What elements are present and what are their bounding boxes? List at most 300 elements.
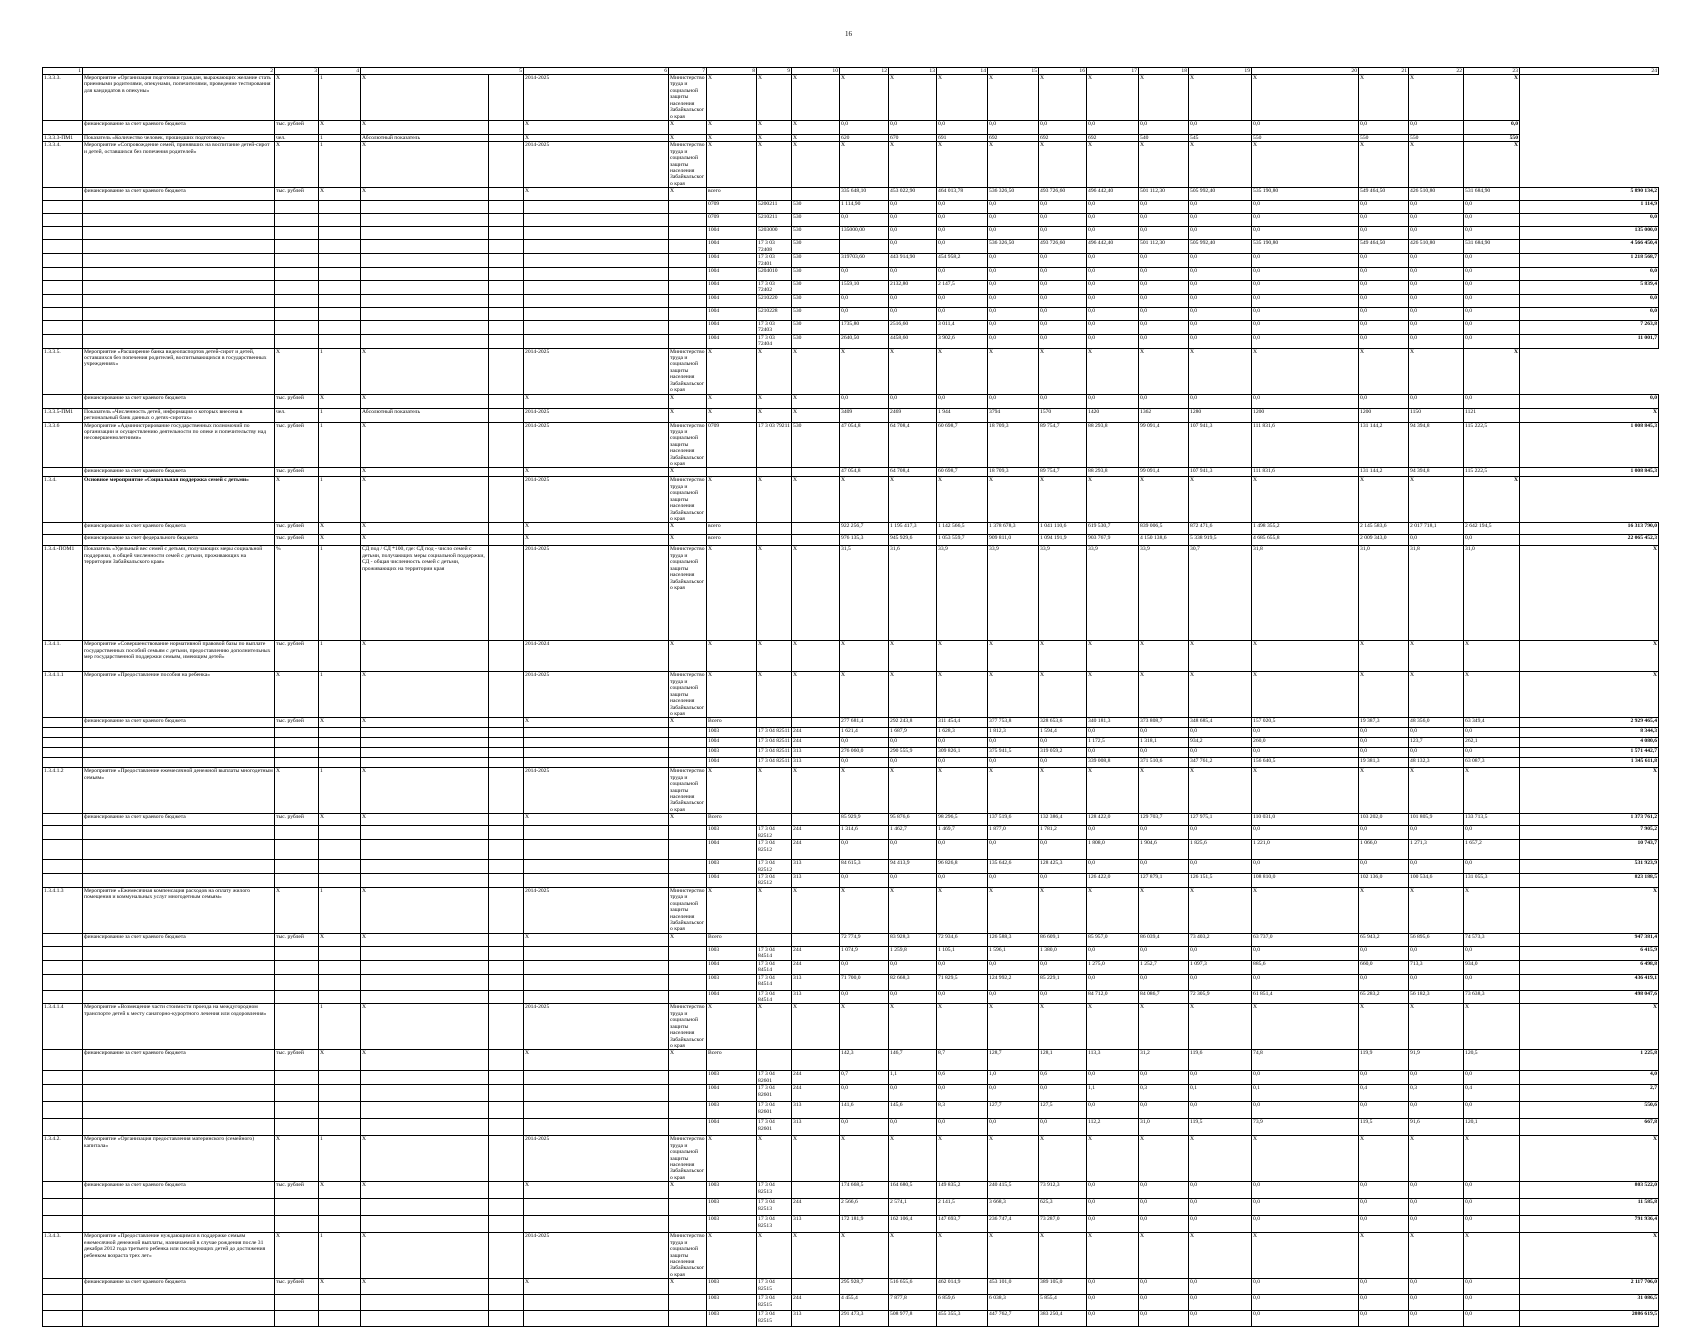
cell-method [361,281,489,295]
cell-total: 1 218 568,7 [1520,254,1659,268]
table-row [43,1004,1659,1050]
cell-y17: 0,0 [1087,227,1139,240]
cell-col-5b [489,188,524,201]
cell-y22: 426 510,80 [1409,240,1464,254]
cell-executor [669,860,707,874]
cell-y18: 84 086,7 [1139,990,1189,1004]
cell-y19: 0,0 [1189,974,1252,990]
cell-total: 0,0 [1520,268,1659,281]
cell-section: X [707,120,757,134]
cell-section: 1003 [707,1311,757,1327]
cell-target-article: X [757,348,792,394]
cell-unit: чел. [275,134,319,141]
table-row [43,1050,1659,1071]
cell-y20: X [1252,641,1359,672]
cell-y21: 0,0 [1359,738,1409,748]
cell-executor: Министерство труда и социальной защиты населения Забайкальского края [670,1004,705,1050]
cell-executor [669,254,707,268]
cell-y20: X [1252,75,1359,121]
cell-y22: 123,7 [1409,738,1464,748]
cell-y17: X [1087,887,1139,933]
cell-y20: 0,0 [1252,974,1359,990]
cell-y20: 0,0 [1252,268,1359,281]
cell-y12: 84 615,3 [840,860,889,874]
cell-unit [275,268,319,281]
cell-row-code: 1.3.3.4. [43,142,83,188]
cell-unit: чел. [275,408,319,422]
cell-y21: 0,0 [1359,860,1409,874]
table-row [43,320,1659,334]
cell-section: X [707,348,757,394]
cell-y22: 91,6 [1409,1119,1464,1136]
cell-section: 1003 [707,860,757,874]
cell-y14: X [937,477,988,523]
cell-total: 5 839,4 [1520,281,1659,295]
cell-y16: 1 094 191,9 [1039,535,1087,546]
cell-target-article: 17 3 03 72408 [757,240,792,254]
cell-y21: 0,0 [1359,227,1409,240]
cell-unit [275,334,319,348]
cell-y19: 73 403,2 [1189,933,1252,946]
cell-y14: 60 698,7 [937,422,988,468]
cell-col-4: 1 [319,142,361,188]
cell-col-4: 1 [319,477,361,523]
cell-y23: X [1464,768,1520,814]
cell-col-4: X [319,1279,361,1295]
cell-col-5b [489,268,524,281]
cell-y19: 0,0 [1189,860,1252,874]
cell-y12: 295 928,7 [840,1279,889,1295]
cell-y14: X [937,641,988,672]
cell-unit [275,1216,319,1233]
cell-y21: 31,0 [1359,546,1409,641]
cell-method [361,990,489,1004]
cell-y22: 0,0 [1409,227,1464,240]
cell-y22: 91,9 [1409,1050,1464,1071]
cell-y18: 501 112,30 [1139,240,1189,254]
cell-y12: 319703,60 [840,254,889,268]
cell-y13: 2469 [889,408,937,422]
cell-y13: 146,7 [889,1050,937,1071]
cell-unit: % [275,546,319,641]
cell-expense-type: X [792,348,840,394]
cell-unit [275,748,319,758]
cell-expense-type: 244 [792,1295,840,1311]
cell-y15: 0,0 [988,874,1039,888]
cell-y17: 84 712,0 [1087,990,1139,1004]
cell-col-4: 1 [319,75,361,121]
cell-period [524,1119,669,1136]
cell-executor: X [669,1050,707,1071]
cell-y15: X [988,75,1039,121]
cell-y14: X [937,1233,988,1279]
cell-row-name: Мероприятие «Организация подготовки граждан, выражающих желание стать приемными родителями, опекунами, попечителями, проведение тестирования для кандидатов в опекуны» [83,75,275,121]
cell-period [524,990,669,1004]
cell-total: X [1520,1233,1659,1279]
cell-y13: 0,0 [889,738,937,748]
cell-y15: X [988,768,1039,814]
cell-y22: X [1409,887,1464,933]
cell-y15: 0,0 [988,268,1039,281]
cell-y19: 0,0 [1189,1102,1252,1119]
cell-expense-type: 244 [792,826,840,840]
cell-unit: тыс. рублей [275,394,319,408]
cell-expense-type: 244 [792,840,840,860]
cell-y20: 0,0 [1252,334,1359,348]
table-row [43,408,1659,422]
cell-section: 1003 [707,1279,757,1295]
cell-y13: 31,6 [889,546,937,641]
cell-row-name [83,240,275,254]
cell-y15: 1 812,3 [988,728,1039,738]
cell-y14: 691 [937,134,988,141]
cell-method [361,320,489,334]
cell-section: X [707,394,757,408]
cell-y15: 0,0 [988,201,1039,214]
cell-executor [669,320,707,334]
cell-executor: X [669,120,707,134]
cell-row-name: финансирование за счет краевого бюджета [83,468,275,477]
cell-y20: 0,0 [1252,748,1359,758]
cell-unit: тыс. рублей [275,814,319,826]
cell-y13: 64 708,4 [889,468,937,477]
cell-y14: 462 014,9 [937,1279,988,1295]
cell-y17: 0,0 [1087,320,1139,334]
cell-y18: 0,0 [1139,320,1189,334]
cell-y13: 95 876,6 [889,814,937,826]
cell-y17: 0,0 [1087,1295,1139,1311]
cell-y16: 0,0 [1039,120,1087,134]
cell-row-code [43,254,83,268]
cell-y17: 903 767,9 [1087,535,1139,546]
cell-target-article: X [757,134,792,141]
cell-y12: 135000,00 [840,227,889,240]
table-row [43,268,1659,281]
cell-y13: 1 462,7 [889,826,937,840]
cell-period: 2014-2025 [524,887,669,933]
cell-y12: 277 681,4 [840,718,889,728]
cell-y23: X [1464,1004,1520,1050]
cell-target-article: 17 3 04 82601 [757,1071,792,1085]
cell-col-4 [319,1311,361,1327]
cell-method [361,974,489,990]
cell-y13: 0,0 [889,214,937,227]
column-number: 23 [1464,68,1520,75]
cell-y12: 922 256,7 [840,523,889,535]
table-row [43,120,1659,134]
cell-y20: 885,6 [1252,960,1359,974]
cell-y15: 0,0 [988,320,1039,334]
cell-y12: 0,0 [840,840,889,860]
cell-y23: 0,0 [1464,1279,1520,1295]
column-number: 13 [889,68,937,75]
column-number-row [43,68,1659,75]
cell-y19: 505 992,40 [1189,188,1252,201]
cell-y23: 0,0 [1464,268,1520,281]
cell-y21: 19 381,3 [1359,758,1409,768]
cell-row-code: 1.3.3.5-ПМ1 [43,408,83,422]
cell-y20: 0,0 [1252,1182,1359,1199]
cell-y17: 496 442,40 [1087,188,1139,201]
cell-y14: 0,0 [937,307,988,320]
cell-target-article: 17 3 04 82513 [757,1182,792,1199]
cell-col-4: 1 [319,422,361,468]
cell-y21: 19 387,3 [1359,718,1409,728]
cell-row-name [83,960,275,974]
cell-y17: 113,3 [1087,1050,1139,1071]
cell-expense-type: 244 [792,1085,840,1102]
cell-y18: 0,0 [1139,946,1189,960]
cell-method [361,1311,489,1327]
cell-method: X [361,1136,489,1182]
cell-period [524,1085,669,1102]
cell-y23: 73 638,3 [1464,990,1520,1004]
cell-y22: 56 895,6 [1409,933,1464,946]
cell-section: 1003 [707,1071,757,1085]
cell-y13: 290 555,9 [889,748,937,758]
cell-y20: X [1252,768,1359,814]
cell-y23: X [1464,1136,1520,1182]
cell-y22: X [1409,477,1464,523]
cell-col-5b [489,422,524,468]
cell-y22: 0,0 [1409,748,1464,758]
cell-y15: 1 378 678,3 [988,523,1039,535]
cell-y22: 0,0 [1409,946,1464,960]
cell-row-name [83,214,275,227]
cell-row-name: финансирование за счет краевого бюджета [83,394,275,408]
cell-y23: 0,0 [1464,535,1520,546]
cell-y23: 0,0 [1464,1216,1520,1233]
cell-total: X [1520,1004,1659,1050]
cell-col-5b [489,227,524,240]
cell-y22: 0,0 [1409,1279,1464,1295]
cell-method: X [361,422,489,468]
cell-y12: 0,0 [840,307,889,320]
cell-y13: 453 022,90 [889,188,937,201]
cell-y18: 33,9 [1139,546,1189,641]
cell-y19: 1280 [1189,408,1252,422]
cell-target-article [757,535,792,546]
cell-target-article: X [757,768,792,814]
cell-col-5b [489,394,524,408]
cell-target-article: 5210211 [757,214,792,227]
cell-y14: 0,0 [937,227,988,240]
cell-row-code [43,1071,83,1085]
cell-section: 1004 [707,1085,757,1102]
cell-col-4: X [319,1050,361,1071]
cell-y13: 508 977,8 [889,1311,937,1327]
cell-y14: 0,0 [937,874,988,888]
cell-y22: X [1409,768,1464,814]
cell-y14: 0,0 [937,738,988,748]
cell-y13: 82 668,3 [889,974,937,990]
cell-col-4 [319,468,361,477]
cell-y18: 0,0 [1139,268,1189,281]
cell-y17: 0,0 [1087,214,1139,227]
cell-col-4 [319,738,361,748]
cell-total: 16 313 790,0 [1520,523,1659,535]
cell-target-article: 17 3 04 82601 [757,1102,792,1119]
cell-y23: 0,0 [1464,227,1520,240]
cell-col-5b [489,477,524,523]
cell-y23: 115 222,5 [1464,468,1520,477]
cell-y12: 976 135,3 [840,535,889,546]
column-number: 18 [1139,68,1189,75]
cell-y18: 371 510,6 [1139,758,1189,768]
cell-y14: 0,0 [937,840,988,860]
cell-executor: X [669,535,707,546]
cell-col-5b [489,887,524,933]
cell-y23: 550 [1464,134,1520,141]
cell-y19: 107 941,3 [1189,422,1252,468]
cell-section: X [707,408,757,422]
cell-y19: 1 825,6 [1189,840,1252,860]
cell-y12: 174 668,5 [840,1182,889,1199]
cell-period [524,1199,669,1216]
cell-y13: 145,6 [889,1102,937,1119]
cell-y13: 516 655,6 [889,1279,937,1295]
cell-y15: 3794 [988,408,1039,422]
cell-y17: 0,0 [1087,1182,1139,1199]
cell-expense-type: X [792,477,840,523]
cell-total: 0,0 [1520,307,1659,320]
cell-method: X [361,120,489,134]
cell-y15: 0,0 [988,1119,1039,1136]
cell-y14: 6 859,6 [937,1295,988,1311]
cell-y22: 0,0 [1409,1311,1464,1327]
cell-y18: 0,0 [1139,394,1189,408]
cell-y12: X [840,348,889,394]
cell-period [524,254,669,268]
cell-target-article: 17 3 04 82511 [757,738,792,748]
cell-col-5b [489,1136,524,1182]
budget-table [42,67,1659,1327]
cell-executor: Министерство труда и социальной защиты населения Забайкальского края [670,348,705,394]
cell-expense-type [792,814,840,826]
cell-y20: 0,0 [1252,1102,1359,1119]
cell-total: 7 905,2 [1520,826,1659,840]
cell-expense-type [792,1050,840,1071]
cell-total: 2086 619,5 [1520,1311,1659,1327]
cell-y20: X [1252,672,1359,718]
cell-y23: 0,0 [1464,1311,1520,1327]
cell-y20: 535 190,80 [1252,240,1359,254]
cell-unit [275,227,319,240]
cell-row-name [83,826,275,840]
cell-y17: 33,9 [1087,546,1139,641]
cell-executor: X [669,718,707,728]
cell-y14: 0,0 [937,758,988,768]
cell-col-4: 1 [319,1004,361,1050]
cell-method [361,227,489,240]
cell-y23: 0,0 [1464,1199,1520,1216]
cell-y18: 0,0 [1139,281,1189,295]
cell-col-5b [489,1295,524,1311]
cell-y20: 63 737,0 [1252,933,1359,946]
cell-col-4 [319,946,361,960]
cell-y23: 0,0 [1464,860,1520,874]
cell-y22: X [1409,348,1464,394]
cell-executor [669,334,707,348]
cell-row-name [83,860,275,874]
cell-period [524,758,669,768]
cell-method [361,334,489,348]
cell-y13: X [889,887,937,933]
table-row [43,348,1659,394]
cell-unit: X [275,768,319,814]
cell-method: Абсолютный показатель [361,134,489,141]
cell-section: X [707,1233,757,1279]
cell-y20: 0,0 [1252,307,1359,320]
cell-y22: X [1409,75,1464,121]
cell-col-5b [489,334,524,348]
cell-y19: 0,0 [1189,334,1252,348]
table-body [43,75,1659,1327]
cell-row-code [43,814,83,826]
cell-section: X [707,134,757,141]
cell-y18: 99 091,4 [1139,422,1189,468]
cell-unit: X [275,672,319,718]
cell-y13: 164 680,5 [889,1182,937,1199]
table-row [43,672,1659,718]
cell-col-4 [319,990,361,1004]
cell-y19: 0,0 [1189,826,1252,840]
cell-col-5b [489,728,524,738]
cell-target-article: 17 3 04 82512 [757,826,792,840]
cell-row-code [43,294,83,307]
cell-total: 8 344,3 [1520,728,1659,738]
cell-y20: 0,0 [1252,281,1359,295]
cell-y23: X [1464,641,1520,672]
cell-y15: 0,0 [988,1085,1039,1102]
cell-unit [275,974,319,990]
table-row [43,546,1659,641]
cell-total: 667,8 [1520,1119,1659,1136]
cell-y18: 0,0 [1139,974,1189,990]
cell-section: X [707,1136,757,1182]
cell-y22: 2 017 718,1 [1409,523,1464,535]
cell-y19: X [1189,348,1252,394]
cell-period [524,240,669,254]
cell-y21: 0,0 [1359,334,1409,348]
cell-y16: 0,0 [1039,320,1087,334]
cell-y20: 111 831,6 [1252,468,1359,477]
cell-y21: 550 [1359,134,1409,141]
cell-y22: 1150 [1409,408,1464,422]
cell-total: 11 585,8 [1520,1199,1659,1216]
cell-y14: X [937,768,988,814]
cell-y14: 1 944 [937,408,988,422]
cell-section: Всего [707,1050,757,1071]
cell-col-5b [489,1085,524,1102]
cell-y12: X [840,672,889,718]
cell-y18: 31,2 [1139,1050,1189,1071]
cell-target-article [757,933,792,946]
cell-y14: 1 053 559,7 [937,535,988,546]
cell-y18: X [1139,768,1189,814]
cell-row-name: Мероприятие «Предоставление ежемесячной денежной выплаты многодетным семьям» [83,768,275,814]
cell-row-name [83,294,275,307]
cell-row-code: 1.3.3.6 [43,422,83,468]
cell-method [361,214,489,227]
cell-y17: X [1087,75,1139,121]
cell-executor [669,1085,707,1102]
cell-unit [275,1071,319,1085]
cell-y18: 1362 [1139,408,1189,422]
cell-y12: 0,0 [840,120,889,134]
cell-y21: 0,0 [1359,268,1409,281]
cell-y17: X [1087,641,1139,672]
